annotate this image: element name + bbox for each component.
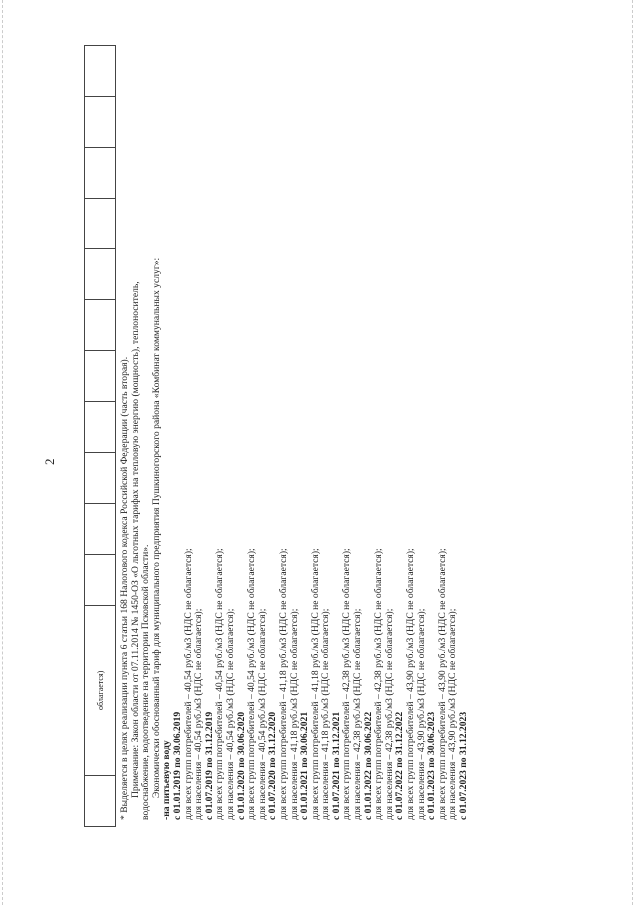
- period-heading: с 01.01.2023 по 30.06.2023: [426, 711, 438, 820]
- tariff-all-consumers: для всех групп потребителей – 42,38 руб./м3 (НДС не облагается);: [341, 548, 353, 820]
- period-heading: с 01.07.2022 по 31.12.2022: [394, 711, 406, 820]
- period-heading: с 01.07.2023 по 31.12.2023: [458, 711, 469, 820]
- period-heading: с 01.01.2021 по 30.06.2021: [299, 711, 311, 820]
- tariff-population: для населения – 41,18 руб./м3 (НДС не облагается);: [288, 608, 300, 820]
- table-cell: [85, 147, 115, 198]
- tariff-population: для населения – 42,38 руб./м3 (НДС не облагается);: [383, 608, 395, 820]
- table-cell: [85, 299, 115, 350]
- table-fragment: [84, 45, 116, 827]
- table-cell: [85, 248, 115, 299]
- tariff-all-consumers: для всех групп потребителей – 41,18 руб./м3 (НДС не облагается);: [309, 548, 321, 820]
- table-cell: [85, 554, 115, 605]
- table-cell: [85, 96, 115, 147]
- tariff-population: для населения – 43,90 руб./м3 (НДС не облагается);: [415, 608, 427, 820]
- table-cell: [85, 775, 115, 826]
- tariff-all-consumers: для всех групп потребителей – 41,18 руб./м3 (НДС не облагается);: [277, 548, 289, 820]
- note-line-1: Примечание: Закон области от 07.11.2014 № 1450-ОЗ «О льготных тарифах на тепловую энергию (мощность), теплоноситель,: [129, 281, 141, 798]
- footnote: * Выделяется в целях реализации пункта 6 статьи 168 Налогового кодекса Российской Федерации (часть вторая).: [119, 356, 130, 820]
- table-cell: [85, 452, 115, 503]
- period-heading: с 01.07.2020 по 31.12.2020: [267, 711, 279, 820]
- note-line-2: водоснабжение, водоотведение на территории Псковской области».: [140, 544, 152, 820]
- tariff-population: для населения – 40,54 руб./м3 (НДС не облагается);: [256, 608, 268, 820]
- period-heading: с 01.01.2019 по 30.06.2019: [171, 711, 183, 820]
- tariff-population: для населения – 40,54 руб./м3 (НДС не облагается);: [224, 608, 236, 820]
- period-heading: с 01.01.2022 по 30.06.2022: [362, 711, 374, 820]
- scan-edge-bottom: [632, 0, 634, 905]
- table-cell: [85, 198, 115, 249]
- tariff-all-consumers: для всех групп потребителей – 40,54 руб./м3 (НДС не облагается);: [182, 548, 194, 820]
- tariff-population: для населения – 41,18 руб./м3 (НДС не облагается);: [320, 608, 332, 820]
- tariff-population: для населения – 43,90 руб./м3 (НДС не облагается);: [447, 608, 459, 820]
- water-heading: -на питьевую воду: [161, 740, 173, 820]
- tariff-all-consumers: для всех групп потребителей – 42,38 руб./м3 (НДС не облагается);: [373, 548, 385, 820]
- period-heading: с 01.07.2021 по 31.12.2021: [330, 711, 342, 820]
- period-heading: с 01.01.2020 по 30.06.2020: [235, 711, 247, 820]
- table-cell: [85, 46, 115, 96]
- tariff-population: для населения – 40,54 руб./м3 (НДС не облагается);: [193, 608, 205, 820]
- page-number: 2: [42, 458, 57, 465]
- tariff-all-consumers: для всех групп потребителей – 40,54 руб./м3 (НДС не облагается);: [214, 548, 226, 820]
- tariff-intro: Экономически обоснованный тариф для муниципального предприятия Пушкиногорского района «Комбинат коммунальных услуг»:: [150, 257, 162, 798]
- tariff-all-consumers: для всех групп потребителей – 43,90 руб./м3 (НДС не облагается);: [405, 548, 417, 820]
- document-body: [120, 20, 470, 820]
- period-heading: с 01.07.2019 по 31.12.2019: [203, 711, 215, 820]
- table-cell-text: облагается): [85, 605, 115, 776]
- tariff-population: для населения – 42,38 руб./м3 (НДС не облагается);: [352, 608, 364, 820]
- table-cell: [85, 401, 115, 452]
- tariff-all-consumers: для всех групп потребителей – 40,54 руб./м3 (НДС не облагается);: [246, 548, 258, 820]
- tariff-all-consumers: для всех групп потребителей – 43,90 руб./м3 (НДС не облагается);: [436, 548, 448, 820]
- scan-edge-top: [2, 0, 4, 905]
- table-cell: [85, 503, 115, 554]
- table-cell: [85, 350, 115, 401]
